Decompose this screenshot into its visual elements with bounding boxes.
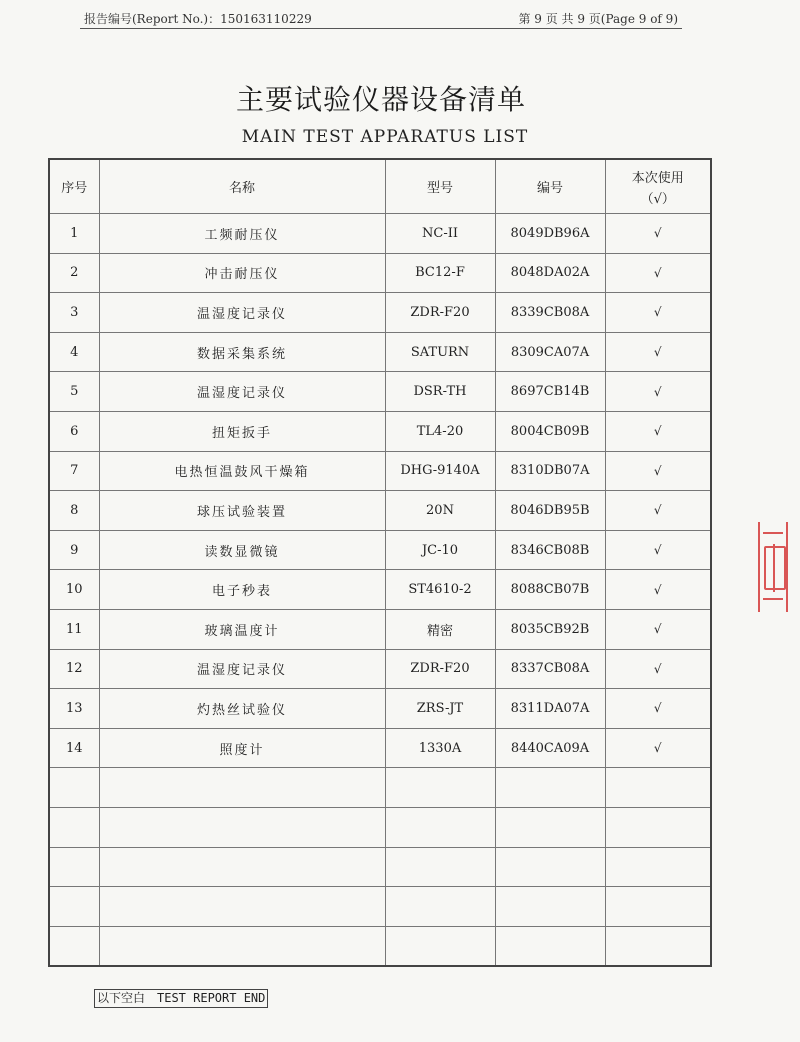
header-name: 名称 bbox=[99, 159, 385, 214]
cell-no: 3 bbox=[49, 293, 99, 333]
cell-name bbox=[99, 887, 385, 927]
cell-check: √ bbox=[605, 293, 711, 333]
cell-name: 数据采集系统 bbox=[99, 332, 385, 372]
cell-no: 7 bbox=[49, 451, 99, 491]
cell-check: √ bbox=[605, 689, 711, 729]
cell-check: √ bbox=[605, 451, 711, 491]
cell-code: 8311DA07A bbox=[495, 689, 605, 729]
table-row bbox=[49, 372, 711, 412]
apparatus-table bbox=[48, 158, 712, 967]
table-row bbox=[49, 728, 711, 768]
cell-no: 4 bbox=[49, 332, 99, 372]
page-title-chinese: 主要试验仪器设备清单 bbox=[235, 83, 526, 116]
cell-no bbox=[49, 926, 99, 966]
cell-no: 14 bbox=[49, 728, 99, 768]
cell-code: 8088CB07B bbox=[495, 570, 605, 610]
table-row bbox=[49, 649, 711, 689]
table-header-row bbox=[49, 159, 711, 214]
cell-name: 工频耐压仪 bbox=[99, 214, 385, 254]
page-title-english: MAIN TEST APPARATUS LIST bbox=[241, 127, 529, 147]
cell-name: 玻璃温度计 bbox=[99, 609, 385, 649]
cell-check: √ bbox=[605, 649, 711, 689]
cell-model bbox=[385, 887, 495, 927]
header-use bbox=[605, 159, 711, 214]
cell-model: BC12-F bbox=[385, 253, 495, 293]
cell-check bbox=[605, 847, 711, 887]
cell-check: √ bbox=[605, 214, 711, 254]
table-row bbox=[49, 332, 711, 372]
cell-code: 8048DA02A bbox=[495, 253, 605, 293]
cell-check bbox=[605, 768, 711, 808]
cell-check: √ bbox=[605, 530, 711, 570]
cell-model: ZRS-JT bbox=[385, 689, 495, 729]
cell-model: 1330A bbox=[385, 728, 495, 768]
table-row bbox=[49, 411, 711, 451]
cell-name: 电热恒温鼓风干燥箱 bbox=[99, 451, 385, 491]
cell-model: 精密 bbox=[385, 609, 495, 649]
cell-model bbox=[385, 847, 495, 887]
table-row bbox=[49, 214, 711, 254]
cell-code: 8337CB08A bbox=[495, 649, 605, 689]
cell-code bbox=[495, 768, 605, 808]
cell-code: 8339CB08A bbox=[495, 293, 605, 333]
cell-name bbox=[99, 926, 385, 966]
end-of-report-note: 以下空白 TEST REPORT END bbox=[94, 989, 268, 1008]
cell-model: TL4-20 bbox=[385, 411, 495, 451]
cell-name: 照度计 bbox=[99, 728, 385, 768]
table-row bbox=[49, 768, 711, 808]
cell-check: √ bbox=[605, 609, 711, 649]
cell-check: √ bbox=[605, 332, 711, 372]
table-row bbox=[49, 491, 711, 531]
cell-no: 13 bbox=[49, 689, 99, 729]
cell-code: 8346CB08B bbox=[495, 530, 605, 570]
cell-check: √ bbox=[605, 253, 711, 293]
table-row bbox=[49, 451, 711, 491]
cell-code: 8046DB95B bbox=[495, 491, 605, 531]
cell-code: 8004CB09B bbox=[495, 411, 605, 451]
cell-code: 8309CA07A bbox=[495, 332, 605, 372]
table-row bbox=[49, 609, 711, 649]
header-model: 型号 bbox=[385, 159, 495, 214]
cell-model: ZDR-F20 bbox=[385, 649, 495, 689]
cell-no bbox=[49, 887, 99, 927]
cell-name bbox=[99, 807, 385, 847]
cell-name: 球压试验装置 bbox=[99, 491, 385, 531]
cell-check: √ bbox=[605, 570, 711, 610]
cell-code: 8035CB92B bbox=[495, 609, 605, 649]
cell-name: 温湿度记录仪 bbox=[99, 649, 385, 689]
cell-code bbox=[495, 887, 605, 927]
cell-no: 6 bbox=[49, 411, 99, 451]
cell-no: 5 bbox=[49, 372, 99, 412]
cell-no: 9 bbox=[49, 530, 99, 570]
header-use-check: （√） bbox=[640, 191, 675, 207]
cell-no bbox=[49, 768, 99, 808]
cell-model: JC-10 bbox=[385, 530, 495, 570]
header-use-label: 本次使用 bbox=[631, 170, 684, 186]
header-no: 序号 bbox=[49, 159, 99, 214]
cell-name: 灼热丝试验仪 bbox=[99, 689, 385, 729]
cell-model bbox=[385, 926, 495, 966]
cell-no bbox=[49, 847, 99, 887]
report-number: 报告编号(Report No.)：150163110229 bbox=[84, 12, 312, 26]
cell-model: ZDR-F20 bbox=[385, 293, 495, 333]
table-row bbox=[49, 570, 711, 610]
table-row bbox=[49, 293, 711, 333]
cell-model bbox=[385, 768, 495, 808]
cell-check: √ bbox=[605, 491, 711, 531]
cell-model: NC-II bbox=[385, 214, 495, 254]
cell-model: ST4610-2 bbox=[385, 570, 495, 610]
cell-no: 2 bbox=[49, 253, 99, 293]
cell-code: 8697CB14B bbox=[495, 372, 605, 412]
table-row bbox=[49, 926, 711, 966]
cell-name: 电子秒表 bbox=[99, 570, 385, 610]
cell-no: 10 bbox=[49, 570, 99, 610]
cell-code: 8049DB96A bbox=[495, 214, 605, 254]
header-code: 编号 bbox=[495, 159, 605, 214]
table-row bbox=[49, 689, 711, 729]
cell-name: 温湿度记录仪 bbox=[99, 293, 385, 333]
cell-code: 8310DB07A bbox=[495, 451, 605, 491]
red-seal-stamp bbox=[758, 522, 788, 612]
cell-no: 8 bbox=[49, 491, 99, 531]
cell-model: SATURN bbox=[385, 332, 495, 372]
cell-name: 温湿度记录仪 bbox=[99, 372, 385, 412]
cell-check: √ bbox=[605, 728, 711, 768]
page-number: 第 9 页 共 9 页(Page 9 of 9) bbox=[518, 12, 678, 26]
cell-no: 12 bbox=[49, 649, 99, 689]
cell-model: DHG-9140A bbox=[385, 451, 495, 491]
cell-name bbox=[99, 847, 385, 887]
table-row bbox=[49, 887, 711, 927]
cell-check bbox=[605, 887, 711, 927]
cell-model: DSR-TH bbox=[385, 372, 495, 412]
cell-code bbox=[495, 926, 605, 966]
cell-model bbox=[385, 807, 495, 847]
cell-model: 20N bbox=[385, 491, 495, 531]
cell-name: 冲击耐压仪 bbox=[99, 253, 385, 293]
cell-no: 1 bbox=[49, 214, 99, 254]
cell-code: 8440CA09A bbox=[495, 728, 605, 768]
cell-name bbox=[99, 768, 385, 808]
cell-no bbox=[49, 807, 99, 847]
cell-code bbox=[495, 807, 605, 847]
cell-name: 扭矩扳手 bbox=[99, 411, 385, 451]
cell-code bbox=[495, 847, 605, 887]
table-row bbox=[49, 253, 711, 293]
table-row bbox=[49, 847, 711, 887]
table-row bbox=[49, 807, 711, 847]
cell-check: √ bbox=[605, 411, 711, 451]
cell-check: √ bbox=[605, 372, 711, 412]
cell-check bbox=[605, 926, 711, 966]
cell-check bbox=[605, 807, 711, 847]
table-row bbox=[49, 530, 711, 570]
cell-name: 读数显微镜 bbox=[99, 530, 385, 570]
page-header bbox=[80, 8, 682, 29]
cell-no: 11 bbox=[49, 609, 99, 649]
